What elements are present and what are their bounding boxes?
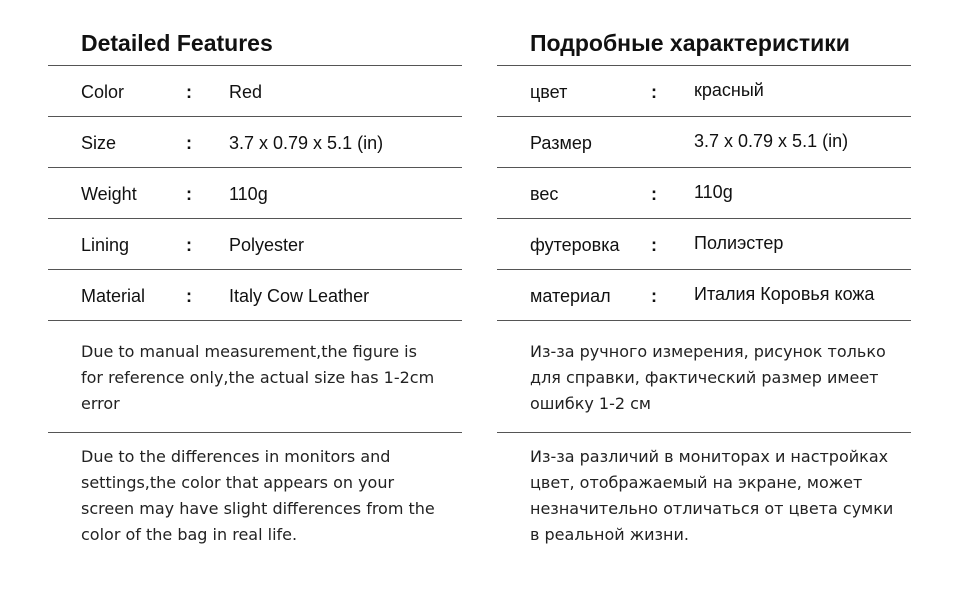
- spec-value: Polyester: [229, 235, 305, 255]
- spec-row-weight: [48, 168, 462, 219]
- spec-value: Италия Коровья кожа: [694, 284, 875, 304]
- spec-label: Размер: [530, 133, 592, 153]
- spec-value: 3.7 x 0.79 x 5.1 (in): [694, 131, 849, 151]
- spec-value: 110g: [229, 184, 268, 204]
- spec-label: вес: [530, 184, 559, 204]
- russian-features-panel: [497, 0, 911, 573]
- spec-row-color: [48, 66, 462, 117]
- spec-value: Полиэстер: [694, 233, 784, 253]
- english-features-panel: [48, 0, 462, 573]
- spec-separator: :: [186, 184, 192, 204]
- spec-row-material: [497, 270, 911, 321]
- measurement-note: [48, 321, 462, 433]
- spec-row-lining: [497, 219, 911, 270]
- spec-value: 3.7 x 0.79 x 5.1 (in): [229, 133, 384, 153]
- features-title: Подробные характеристики: [497, 0, 911, 66]
- measurement-note-text: Due to manual measurement,the figure is for reference only,the actual size has 1-2cm error: [81, 342, 435, 413]
- measurement-note-text: Из-за ручного измерения, рисунок только для справки, фактический размер имеет ошибку 1-2 см: [530, 342, 886, 413]
- spec-row-lining: [48, 219, 462, 270]
- spec-label: Size: [81, 133, 117, 153]
- spec-separator: :: [186, 82, 192, 102]
- spec-separator: :: [186, 235, 192, 255]
- color-note-text: Due to the differences in monitors and settings,the color that appears on your screen may have slight differences from the color of the bag in real life.: [81, 447, 435, 544]
- spec-label: Color: [81, 82, 125, 102]
- spec-label: Weight: [81, 184, 137, 204]
- spec-value: Red: [229, 82, 263, 102]
- features-title: Detailed Features: [48, 0, 462, 66]
- spec-separator: :: [186, 133, 192, 153]
- spec-label: футеровка: [530, 235, 620, 255]
- spec-label: Lining: [81, 235, 130, 255]
- spec-row-material: [48, 270, 462, 321]
- spec-row-weight: [497, 168, 911, 219]
- spec-value: 110g: [694, 182, 733, 202]
- spec-separator: :: [186, 286, 192, 306]
- spec-row-size: [497, 117, 911, 168]
- spec-value: Italy Cow Leather: [229, 286, 370, 306]
- spec-separator: :: [651, 82, 657, 102]
- spec-separator: :: [651, 235, 657, 255]
- spec-separator: :: [651, 184, 657, 204]
- spec-value: красный: [694, 80, 764, 100]
- spec-row-size: [48, 117, 462, 168]
- color-note-text: Из-за различий в мониторах и настройках цвет, отображаемый на экране, может незначительно отличаться от цвета сумки в реальной жизни.: [530, 447, 894, 544]
- spec-label: цвет: [530, 82, 568, 102]
- spec-label: Material: [81, 286, 146, 306]
- color-note: [48, 433, 462, 573]
- spec-row-color: [497, 66, 911, 117]
- spec-separator: :: [651, 286, 657, 306]
- spec-label: материал: [530, 286, 611, 306]
- measurement-note: [497, 321, 911, 433]
- color-note: [497, 433, 911, 573]
